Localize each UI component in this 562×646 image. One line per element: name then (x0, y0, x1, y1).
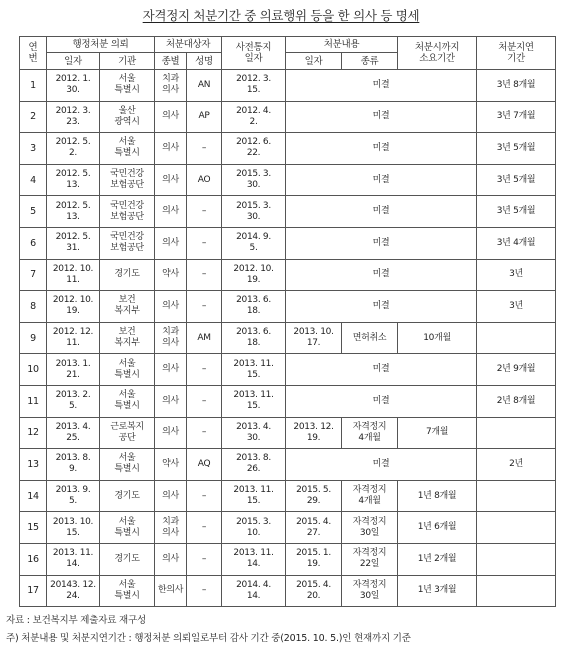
cell-request-date: 20143. 12. 24. (47, 575, 100, 607)
cell-delay (477, 575, 556, 607)
cell-elapsed: 1년 3개월 (398, 575, 477, 607)
cell-target-name: – (187, 227, 222, 259)
cell-notice-date: 2015. 3. 30. (222, 196, 286, 228)
cell-notice-date: 2012. 10. 19. (222, 259, 286, 291)
cell-target-type: 치과 의사 (155, 70, 187, 102)
cell-content-kind: 자격정지 22일 (342, 543, 398, 575)
table-row (20, 543, 556, 575)
cell-target-type: 의사 (155, 291, 187, 323)
cell-request-date: 2013. 11. 14. (47, 543, 100, 575)
cell-delay: 2년 9개월 (477, 354, 556, 386)
cell-pending: 미결 (286, 133, 477, 165)
table-row (20, 259, 556, 291)
cell-request-org: 국민건강 보험공단 (100, 227, 155, 259)
table-row (20, 227, 556, 259)
header-no: 연 번 (20, 37, 47, 70)
cell-target-name: – (187, 417, 222, 449)
cell-no: 15 (20, 512, 47, 544)
table-row (20, 164, 556, 196)
cell-request-date: 2012. 5. 13. (47, 196, 100, 228)
page-title: 자격정지 처분기간 중 의료행위 등을 한 의사 등 명세 (142, 8, 420, 23)
cell-request-date: 2013. 4. 25. (47, 417, 100, 449)
cell-notice-date: 2013. 8. 26. (222, 449, 286, 481)
header-content-kind: 종류 (342, 53, 398, 70)
cell-pending: 미결 (286, 164, 477, 196)
cell-elapsed: 1년 8개월 (398, 480, 477, 512)
cell-target-type: 의사 (155, 196, 187, 228)
cell-request-date: 2013. 8. 9. (47, 449, 100, 481)
table-row (20, 133, 556, 165)
header-elapsed: 처분시까지 소요기간 (398, 37, 477, 70)
cell-target-name: – (187, 291, 222, 323)
cell-target-name: – (187, 354, 222, 386)
cell-target-type: 의사 (155, 227, 187, 259)
cell-no: 10 (20, 354, 47, 386)
cell-delay: 3년 (477, 259, 556, 291)
table-row (20, 322, 556, 354)
cell-no: 9 (20, 322, 47, 354)
cell-delay: 3년 5개월 (477, 133, 556, 165)
cell-request-org: 서울 특별시 (100, 354, 155, 386)
cell-request-org: 경기도 (100, 480, 155, 512)
cell-notice-date: 2012. 4. 2. (222, 101, 286, 133)
cell-content-date: 2015. 1. 19. (286, 543, 342, 575)
cell-target-type: 의사 (155, 133, 187, 165)
cell-request-org: 보건 복지부 (100, 291, 155, 323)
cell-request-org: 경기도 (100, 259, 155, 291)
cell-content-kind: 면허취소 (342, 322, 398, 354)
cell-pending: 미결 (286, 196, 477, 228)
cell-no: 16 (20, 543, 47, 575)
cell-request-date: 2013. 9. 5. (47, 480, 100, 512)
cell-delay: 3년 (477, 291, 556, 323)
cell-request-org: 서울 특별시 (100, 575, 155, 607)
cell-delay (477, 322, 556, 354)
cell-content-date: 2015. 4. 20. (286, 575, 342, 607)
header-content-date: 일자 (286, 53, 342, 70)
cell-target-name: – (187, 196, 222, 228)
cell-request-org: 경기도 (100, 543, 155, 575)
cell-delay: 2년 (477, 449, 556, 481)
cell-request-date: 2012. 10. 19. (47, 291, 100, 323)
cell-request-date: 2013. 1. 21. (47, 354, 100, 386)
header-request-group: 행정처분 의뢰 (47, 37, 155, 53)
cell-request-org: 근로복지 공단 (100, 417, 155, 449)
cell-pending: 미결 (286, 259, 477, 291)
header-request-org: 기관 (100, 53, 155, 70)
cell-request-org: 국민건강 보험공단 (100, 164, 155, 196)
table-row (20, 291, 556, 323)
cell-delay (477, 543, 556, 575)
cell-request-date: 2012. 3. 23. (47, 101, 100, 133)
cell-elapsed: 1년 6개월 (398, 512, 477, 544)
cell-request-org: 보건 복지부 (100, 322, 155, 354)
cell-request-org: 국민건강 보험공단 (100, 196, 155, 228)
cell-target-type: 의사 (155, 480, 187, 512)
cell-pending: 미결 (286, 449, 477, 481)
table-row (20, 354, 556, 386)
cell-target-type: 약사 (155, 259, 187, 291)
disposition-table (19, 36, 556, 607)
cell-pending: 미결 (286, 101, 477, 133)
cell-content-kind: 자격정지 30일 (342, 512, 398, 544)
cell-target-name: AQ (187, 449, 222, 481)
header-delay: 처분지연 기간 (477, 37, 556, 70)
cell-elapsed: 10개월 (398, 322, 477, 354)
cell-target-type: 의사 (155, 417, 187, 449)
cell-content-date: 2013. 12. 19. (286, 417, 342, 449)
cell-request-org: 서울 특별시 (100, 70, 155, 102)
cell-request-org: 서울 특별시 (100, 512, 155, 544)
cell-delay: 3년 4개월 (477, 227, 556, 259)
cell-delay: 3년 8개월 (477, 70, 556, 102)
cell-target-name: – (187, 385, 222, 417)
cell-no: 2 (20, 101, 47, 133)
cell-target-name: – (187, 259, 222, 291)
cell-request-org: 서울 특별시 (100, 449, 155, 481)
table-row (20, 575, 556, 607)
cell-no: 5 (20, 196, 47, 228)
cell-pending: 미결 (286, 227, 477, 259)
cell-notice-date: 2014. 4. 14. (222, 575, 286, 607)
cell-pending: 미결 (286, 354, 477, 386)
table-row (20, 480, 556, 512)
cell-target-name: AP (187, 101, 222, 133)
header-target-type: 종별 (155, 53, 187, 70)
header-target-group: 처분대상자 (155, 37, 222, 53)
cell-target-name: AM (187, 322, 222, 354)
cell-request-org: 울산 광역시 (100, 101, 155, 133)
cell-target-type: 의사 (155, 101, 187, 133)
cell-no: 17 (20, 575, 47, 607)
table-row (20, 101, 556, 133)
cell-content-kind: 자격정지 30일 (342, 575, 398, 607)
cell-target-name: – (187, 133, 222, 165)
table-body (20, 70, 556, 607)
cell-notice-date: 2013. 11. 14. (222, 543, 286, 575)
cell-target-type: 치과 의사 (155, 322, 187, 354)
cell-pending: 미결 (286, 385, 477, 417)
cell-target-type: 치과 의사 (155, 512, 187, 544)
cell-notice-date: 2013. 6. 18. (222, 322, 286, 354)
cell-elapsed: 7개월 (398, 417, 477, 449)
cell-no: 7 (20, 259, 47, 291)
cell-delay: 2년 8개월 (477, 385, 556, 417)
cell-content-date: 2015. 5. 29. (286, 480, 342, 512)
cell-target-type: 약사 (155, 449, 187, 481)
cell-request-date: 2013. 2. 5. (47, 385, 100, 417)
source-note: 자료 : 보건복지부 제출자료 재구성 (6, 615, 146, 626)
cell-target-type: 의사 (155, 354, 187, 386)
cell-delay: 3년 5개월 (477, 196, 556, 228)
cell-target-type: 한의사 (155, 575, 187, 607)
cell-request-date: 2012. 5. 2. (47, 133, 100, 165)
cell-request-org: 서울 특별시 (100, 385, 155, 417)
cell-no: 6 (20, 227, 47, 259)
cell-target-name: – (187, 512, 222, 544)
cell-no: 8 (20, 291, 47, 323)
cell-request-org: 서울 특별시 (100, 133, 155, 165)
table-row (20, 449, 556, 481)
cell-target-type: 의사 (155, 543, 187, 575)
cell-delay (477, 480, 556, 512)
cell-target-name: AN (187, 70, 222, 102)
cell-delay: 3년 7개월 (477, 101, 556, 133)
cell-request-date: 2012. 10. 11. (47, 259, 100, 291)
cell-notice-date: 2013. 11. 15. (222, 480, 286, 512)
header-notice-date: 사전통지 일자 (222, 37, 286, 70)
table-row (20, 385, 556, 417)
header-target-name: 성명 (187, 53, 222, 70)
cell-no: 11 (20, 385, 47, 417)
cell-no: 4 (20, 164, 47, 196)
cell-pending: 미결 (286, 291, 477, 323)
cell-content-kind: 자격정지 4개월 (342, 417, 398, 449)
cell-notice-date: 2013. 11. 15. (222, 354, 286, 386)
cell-content-date: 2015. 4. 27. (286, 512, 342, 544)
cell-notice-date: 2015. 3. 10. (222, 512, 286, 544)
footnote: 주) 처분내용 및 처분지연기간 : 행정처분 의뢰일로부터 감사 기간 중(2015. 10. 5.)인 현재까지 기준 (6, 633, 411, 644)
cell-target-name: – (187, 480, 222, 512)
cell-notice-date: 2015. 3. 30. (222, 164, 286, 196)
cell-notice-date: 2012. 3. 15. (222, 70, 286, 102)
cell-delay (477, 417, 556, 449)
cell-request-date: 2012. 5. 13. (47, 164, 100, 196)
cell-target-name: AO (187, 164, 222, 196)
cell-request-date: 2013. 10. 15. (47, 512, 100, 544)
header-content-group: 처분내용 (286, 37, 398, 53)
table-row (20, 512, 556, 544)
cell-no: 12 (20, 417, 47, 449)
cell-delay (477, 512, 556, 544)
cell-no: 1 (20, 70, 47, 102)
cell-delay: 3년 5개월 (477, 164, 556, 196)
cell-target-type: 의사 (155, 164, 187, 196)
cell-notice-date: 2013. 4. 30. (222, 417, 286, 449)
cell-no: 14 (20, 480, 47, 512)
table-row (20, 196, 556, 228)
cell-request-date: 2012. 12. 11. (47, 322, 100, 354)
cell-target-name: – (187, 575, 222, 607)
cell-notice-date: 2012. 6. 22. (222, 133, 286, 165)
table-row (20, 417, 556, 449)
cell-target-type: 의사 (155, 385, 187, 417)
cell-content-date: 2013. 10. 17. (286, 322, 342, 354)
cell-request-date: 2012. 5. 31. (47, 227, 100, 259)
cell-no: 3 (20, 133, 47, 165)
cell-pending: 미결 (286, 70, 477, 102)
cell-content-kind: 자격정지 4개월 (342, 480, 398, 512)
cell-no: 13 (20, 449, 47, 481)
cell-notice-date: 2013. 6. 18. (222, 291, 286, 323)
table-row (20, 70, 556, 102)
header-request-date: 일자 (47, 53, 100, 70)
cell-request-date: 2012. 1. 30. (47, 70, 100, 102)
cell-elapsed: 1년 2개월 (398, 543, 477, 575)
cell-notice-date: 2014. 9. 5. (222, 227, 286, 259)
cell-notice-date: 2013. 11. 15. (222, 385, 286, 417)
cell-target-name: – (187, 543, 222, 575)
